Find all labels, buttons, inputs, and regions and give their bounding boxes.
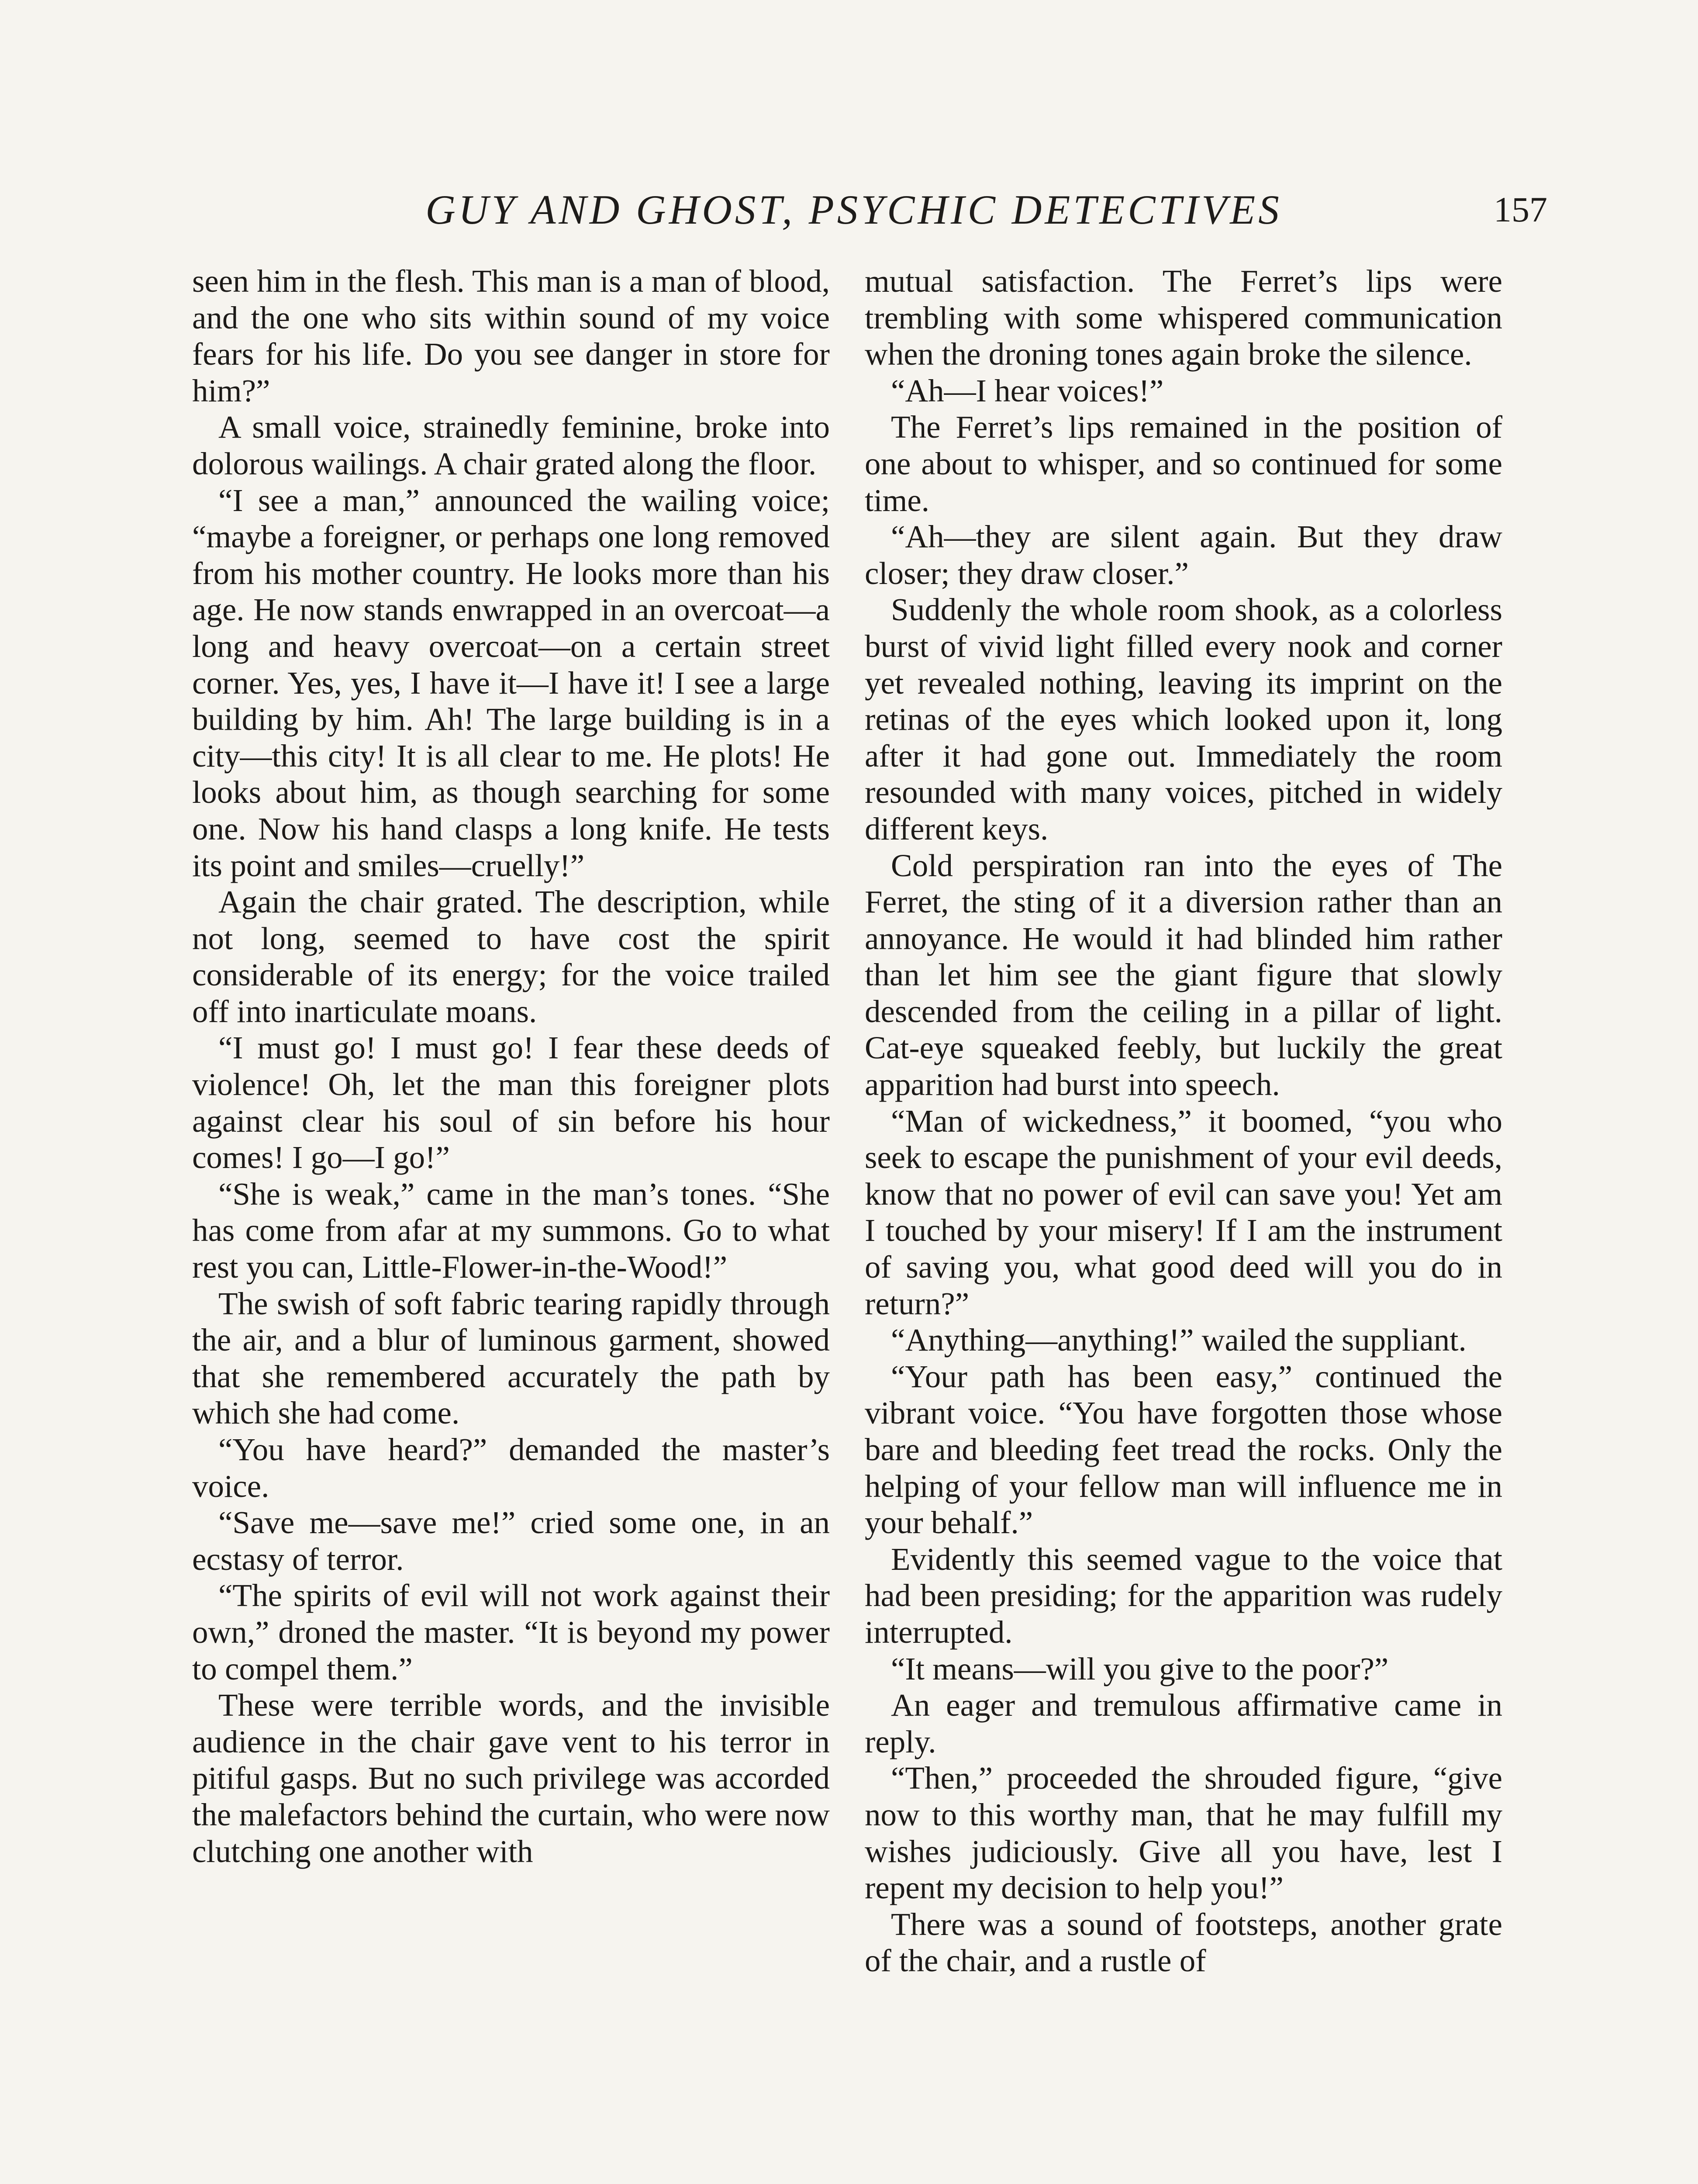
paragraph: The Ferret’s lips remained in the position of one about to whisper, and so continued for some time. (865, 409, 1502, 518)
paragraph: There was a sound of footsteps, another grate of the chair, and a rustle of (865, 1906, 1502, 1979)
paragraph: These were terrible words, and the invisible audience in the chair gave vent to his terror in pitiful gasps. But no such privilege was accorded the malefactors behind the curtain, who were now clutching one another with (192, 1687, 830, 1869)
paragraph: “The spirits of evil will not work against their own,” droned the master. “It is beyond my power to compel them.” (192, 1578, 830, 1686)
paragraph: Evidently this seemed vague to the voice that had been presiding; for the apparition was rudely interrupted. (865, 1541, 1502, 1650)
paragraph: Again the chair grated. The description, while not long, seemed to have cost the spirit considerable of its energy; for the voice trailed off into inarticulate moans. (192, 884, 830, 1029)
paragraph: “Man of wickedness,” it boomed, “you who seek to escape the punishment of your evil deeds, know that no power of evil can save you! Yet am I touched by your misery! If I am the instrument of saving you, what good deed will you do in return?” (865, 1103, 1502, 1321)
paragraph: “Ah—I hear voices!” (891, 373, 1164, 408)
paragraph: An eager and tremulous affirmative came in reply. (865, 1687, 1502, 1759)
paragraph: The swish of soft fabric tearing rapidly through the air, and a blur of luminous garment, showed that she remembered accurately the path by which she had come. (192, 1286, 830, 1431)
paragraph: A small voice, strainedly feminine, broke into dolorous wailings. A chair grated along the floor. (192, 409, 830, 481)
paragraph: “Ah—they are silent again. But they draw closer; they draw closer.” (865, 519, 1502, 591)
running-title: GUY AND GHOST, PSYCHIC DETECTIVES (425, 187, 1282, 233)
paragraph: Cold perspiration ran into the eyes of The Ferret, the sting of it a diversion rather than an annoyance. He would it had blinded him rather than let him see the giant figure that slowly descended from the ceiling in a pillar of light. Cat-eye squeaked feebly, but luckily the great apparition had burst into speech. (865, 847, 1502, 1102)
left-column (192, 263, 830, 1870)
right-column (865, 263, 1502, 1979)
paragraph: “I must go! I must go! I fear these deeds of violence! Oh, let the man this foreigner plots against clear his soul of sin before his hour comes! I go—I go!” (192, 1030, 830, 1175)
paragraph: “Then,” proceeded the shrouded figure, “give now to this worthy man, that he may fulfill my wishes judiciously. Give all you have, lest I repent my decision to help you!” (865, 1760, 1502, 1906)
page-number: 157 (1494, 190, 1547, 229)
paragraph: “I see a man,” announced the wailing voice; “maybe a foreigner, or perhaps one long removed from his mother country. He looks more than his age. He now stands enwrapped in an overcoat—a long and heavy overcoat—on a certain street corner. Yes, yes, I have it—I have it! I see a large building by him. Ah! The large building is in a city—this city! It is all clear to me. He plots! He looks about him, as though searching for some one. Now his hand clasps a long knife. He tests its point and smiles—cruelly!” (192, 482, 830, 883)
paragraph: “Save me—save me!” cried some one, in an ecstasy of terror. (192, 1505, 830, 1577)
running-head (0, 186, 1698, 242)
paragraph: mutual satisfaction. The Ferret’s lips were trembling with some whispered communication when the droning tones again broke the silence. (865, 263, 1502, 372)
paragraph: “It means—will you give to the poor?” (891, 1651, 1389, 1686)
paragraph: “She is weak,” came in the man’s tones. “She has come from afar at my summons. Go to what rest you can, Little-Flower-in-the-Wood!” (192, 1176, 830, 1285)
paragraph: seen him in the flesh. This man is a man of blood, and the one who sits within sound of my voice fears for his life. Do you see danger in store for him?” (192, 263, 830, 408)
paragraph: “Anything—anything!” wailed the suppliant. (891, 1322, 1467, 1358)
paragraph: “You have heard?” demanded the master’s voice. (192, 1432, 830, 1504)
paragraph: Suddenly the whole room shook, as a colorless burst of vivid light filled every nook and corner yet revealed nothing, leaving its imprint on the retinas of the eyes which looked upon it, long after it had gone out. Immediately the room resounded with many voices, pitched in widely different keys. (865, 592, 1502, 847)
paragraph: “Your path has been easy,” continued the vibrant voice. “You have forgotten those whose bare and bleeding feet tread the rocks. Only the helping of your fellow man will influence me in your behalf.” (865, 1358, 1502, 1541)
